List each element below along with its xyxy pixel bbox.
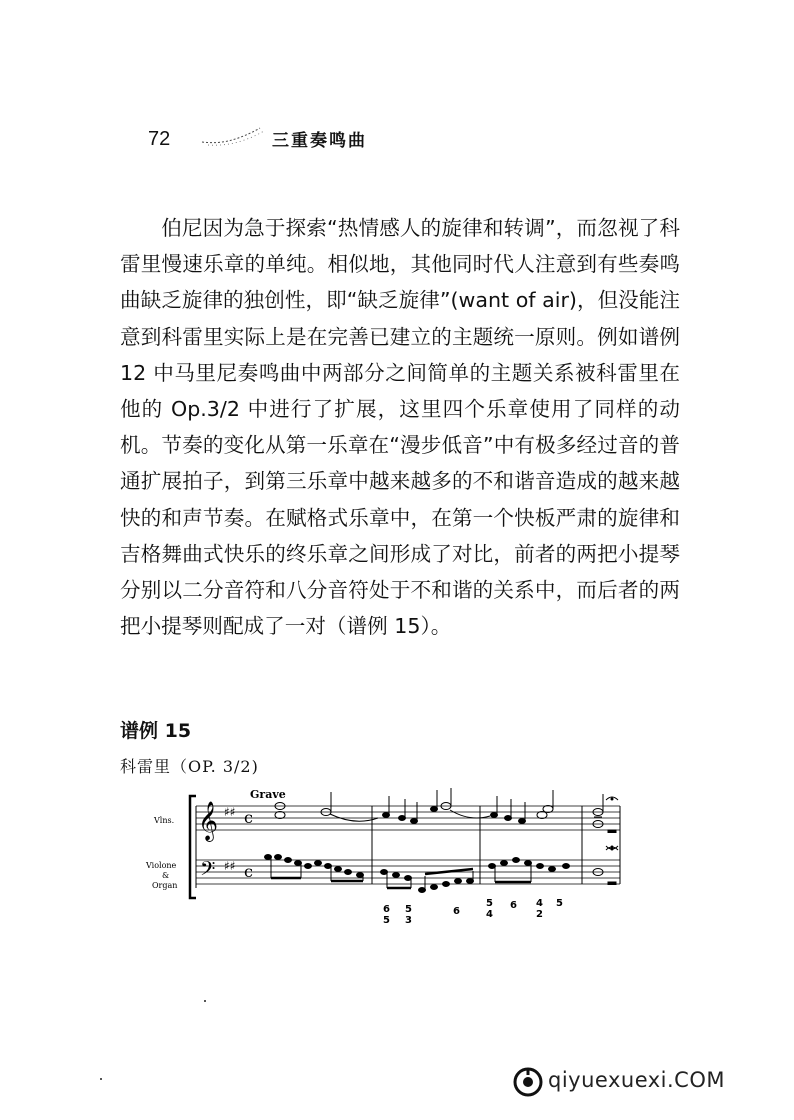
time-signature-icon: c	[244, 808, 253, 827]
key-signature-bass-icon: ♯♯	[224, 859, 236, 873]
bass-clef-icon: 𝄢	[200, 857, 216, 885]
header-ornament-icon	[198, 122, 268, 152]
figure: 4	[486, 909, 493, 920]
treble-staff	[196, 806, 620, 830]
treble-notes	[275, 788, 618, 849]
page-number: 72	[148, 128, 171, 150]
example-caption: 科雷里（OP. 3/2)	[120, 757, 259, 776]
staff-label-violins: Vlns.	[154, 816, 175, 825]
staff-label-organ: Organ	[152, 881, 178, 890]
running-title: 三重奏鸣曲	[272, 131, 367, 151]
figure: 5	[383, 915, 390, 926]
figure: 3	[405, 915, 412, 926]
bass-notes	[265, 847, 619, 893]
body-text	[120, 210, 680, 644]
tempo-marking: Grave	[250, 788, 286, 801]
system-bracket	[190, 796, 196, 898]
figure: 5	[486, 898, 493, 909]
page-header	[140, 122, 480, 158]
treble-clef-icon: 𝄞	[198, 801, 219, 841]
paragraph: 伯尼因为急于探索“热情感人的旋律和转调”，而忽视了科雷里慢速乐章的单纯。相似地，其他同时代人注意到有些奏鸣曲缺乏旋律的独创性，即“缺乏旋律”(want of air)，但没能注意到科雷里实际上是在完善已建立的主题统一原则。例如谱例 12 中马里尼奏鸣曲中两部分之间简单的主题关系被科雷里在他的 Op.3/2 中进行了扩展，这里四个乐章使用了同样的动机。节奏的变化从第一乐章在“漫步低音”中有极多经过音的普通扩展拍子，到第三乐章中越来越多的不和谐音造成的越来越快的和声节奏。在赋格式乐章中，在第一个快板严肃的旋律和吉格舞曲式快乐的终乐章之间形成了对比，前者的两把小提琴分别以二分音符和八分音符处于不和谐的关系中，而后者的两把小提琴则配成了一对（谱例 15）。	[120, 216, 680, 639]
figured-bass	[383, 898, 563, 926]
watermark-text: qiyuexuexi.COM	[548, 1068, 725, 1092]
scan-speck	[100, 1078, 102, 1080]
figure: 5	[556, 898, 563, 909]
figure: 6	[510, 900, 517, 911]
key-signature-icon: ♯♯	[224, 805, 236, 819]
staff-label-violone: Violone	[146, 861, 177, 870]
figure: 5	[405, 904, 412, 915]
figure: 6	[453, 906, 460, 917]
example-label: 谱例 15	[120, 720, 192, 742]
scan-speck	[204, 1000, 206, 1002]
figure: 4	[536, 898, 543, 909]
staff-label-amp: &	[162, 871, 170, 880]
figure: 6	[383, 904, 390, 915]
figure: 2	[536, 909, 543, 920]
music-score	[140, 786, 640, 936]
watermark-logo-icon	[512, 1066, 544, 1098]
time-signature-bass-icon: c	[244, 862, 253, 881]
